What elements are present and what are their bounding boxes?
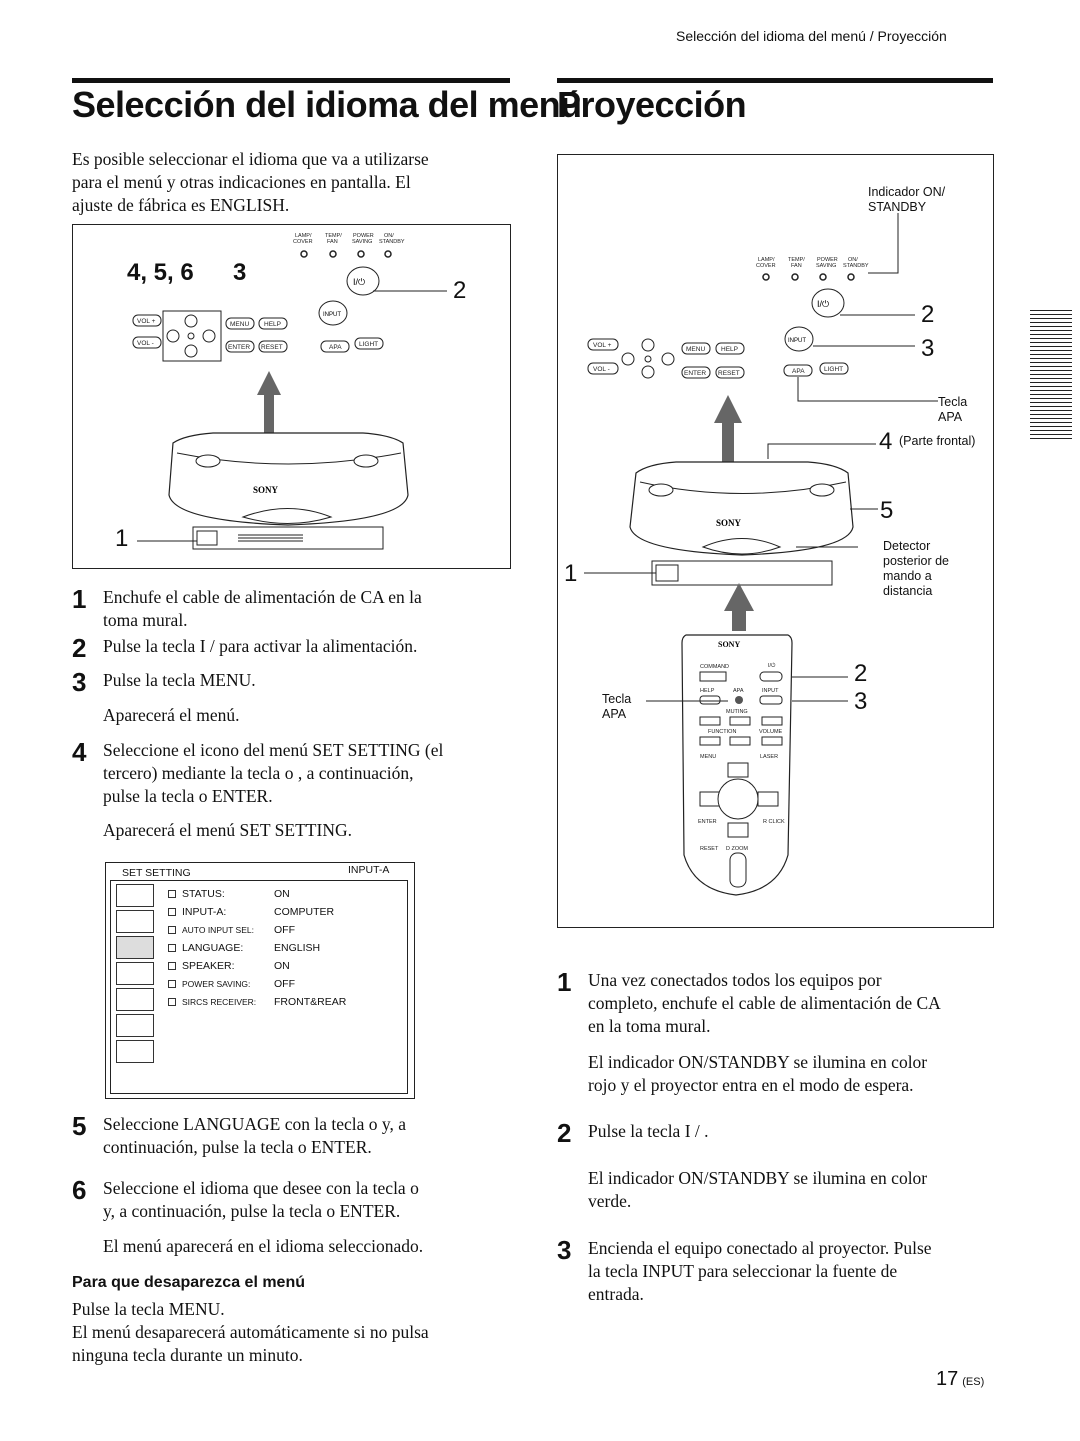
svg-text:HELP: HELP — [700, 688, 715, 694]
step-3: 3 Encienda el equipo conectado al proyector. Pulse la tecla INPUT para seleccionar la fuente de entrada. — [557, 1235, 932, 1304]
step-2: 2 Pulse la tecla I / para activar la alimentación. — [72, 633, 418, 663]
left-steps — [72, 586, 512, 849]
menu-item: STATUS: ON — [168, 888, 346, 906]
title-rule-right — [557, 78, 993, 83]
svg-text:VOL -: VOL - — [137, 340, 154, 347]
callout-4: 4 — [879, 428, 893, 455]
svg-text:APA: APA — [329, 344, 342, 351]
svg-text:VOL +: VOL + — [137, 318, 156, 325]
svg-text:ENTER: ENTER — [684, 370, 707, 377]
svg-text:ON/: ON/ — [384, 233, 394, 239]
indicator-label: LAMP/ — [295, 233, 312, 239]
menu-item: SPEAKER: ON — [168, 960, 346, 978]
step-3-result: Aparecerá el menú. — [103, 705, 240, 725]
svg-text:MUTING: MUTING — [726, 709, 748, 715]
blank-menu-cell — [116, 988, 154, 1011]
svg-text:LIGHT: LIGHT — [359, 341, 379, 348]
tecla-apa-label: Tecla APA — [938, 395, 968, 424]
svg-text:VOL +: VOL + — [593, 342, 612, 349]
svg-text:RESET: RESET — [700, 846, 719, 852]
parte-frontal-label: (Parte frontal) — [899, 434, 976, 448]
svg-text:SONY: SONY — [716, 518, 742, 528]
svg-text:STANDBY: STANDBY — [843, 263, 869, 269]
set-setting-menu-icon — [116, 936, 154, 959]
callout-5: 5 — [880, 497, 894, 524]
step-6-result: El menú aparecerá en el idioma seleccionado. — [103, 1236, 424, 1256]
svg-text:R CLICK: R CLICK — [763, 819, 785, 825]
callout-step-1: 1 — [115, 525, 129, 552]
svg-text:POWER: POWER — [817, 257, 838, 263]
svg-text:STANDBY: STANDBY — [379, 239, 405, 245]
callout-1: 1 — [564, 560, 578, 587]
svg-text:TEMP/: TEMP/ — [788, 257, 805, 263]
step-1: 1 Enchufe el cable de alimentación de CA en la toma mural. — [72, 584, 422, 630]
svg-text:SAVING: SAVING — [816, 263, 837, 269]
callout-step-3: 3 — [233, 259, 247, 286]
callout-step-2: 2 — [453, 277, 467, 304]
callout-2-remote: 2 — [854, 660, 868, 687]
svg-text:COMMAND: COMMAND — [700, 664, 730, 670]
callout-3-remote: 3 — [854, 688, 868, 715]
callout-steps-456: 4, 5, 6 — [127, 259, 194, 286]
svg-text:VOLUME: VOLUME — [759, 729, 783, 735]
svg-text:LIGHT: LIGHT — [824, 366, 844, 373]
blank-menu-cell — [116, 1014, 154, 1037]
svg-text:FUNCTION: FUNCTION — [708, 729, 737, 735]
left-intro: Es posible seleccionar el idioma que va a utilizarse para el menú y otras indicaciones en pantalla. El ajuste de fábrica es ENGLISH. — [72, 149, 429, 215]
svg-text:INPUT: INPUT — [762, 688, 779, 694]
svg-text:LASER: LASER — [760, 754, 779, 760]
svg-text:TEMP/: TEMP/ — [325, 233, 342, 239]
svg-text:COVER: COVER — [756, 263, 776, 269]
menu-item: POWER SAVING: OFF — [168, 978, 346, 996]
svg-text:INPUT: INPUT — [323, 312, 341, 318]
svg-text:SAVING: SAVING — [352, 239, 373, 245]
svg-text:ENTER: ENTER — [698, 819, 717, 825]
left-steps-continued — [72, 1113, 512, 1265]
tecla-apa-remote-label: Tecla APA — [602, 692, 632, 721]
right-steps — [557, 969, 997, 1307]
svg-text:ENTER: ENTER — [228, 344, 251, 351]
svg-text:SONY: SONY — [718, 640, 741, 649]
callout-3: 3 — [921, 335, 935, 362]
step-2: 2 Pulse la tecla I / . — [557, 1118, 709, 1148]
step-5: 5 Seleccione LANGUAGE con la tecla o y, a continuación, pulse la tecla o ENTER. — [72, 1111, 407, 1157]
input-menu-icon — [116, 910, 154, 933]
indicator-on-standby-label: Indicador ON/ STANDBY — [868, 185, 946, 214]
svg-text:HELP: HELP — [264, 321, 281, 328]
projection-figure — [557, 154, 994, 928]
svg-text:MENU: MENU — [230, 321, 250, 328]
detector-label: Detector posterior de mando a distancia — [883, 539, 950, 598]
step-4-result: Aparecerá el menú SET SETTING. — [103, 820, 352, 840]
svg-text:POWER: POWER — [353, 233, 374, 239]
svg-text:APA: APA — [792, 368, 805, 375]
menu-items — [168, 888, 346, 1014]
svg-text:VOL -: VOL - — [593, 366, 610, 373]
svg-text:FAN: FAN — [327, 239, 338, 245]
title-rule-left — [72, 78, 510, 83]
picture-menu-icon — [116, 884, 154, 907]
callout-2: 2 — [921, 301, 935, 328]
svg-text:I/⏻: I/⏻ — [817, 299, 830, 309]
menu-title: SET SETTING — [122, 867, 191, 879]
step-1-result: El indicador ON/STANDBY se ilumina en color rojo y el proyector entra en el modo de espera. — [588, 1052, 928, 1095]
svg-text:I/⏻: I/⏻ — [353, 277, 366, 287]
step-1: 1 Una vez conectados todos los equipos por completo, enchufe el cable de alimentación de CA en la toma mural. — [557, 967, 941, 1036]
menu-item: LANGUAGE: ENGLISH — [168, 942, 346, 960]
svg-text:MENU: MENU — [700, 754, 717, 760]
menu-input: INPUT-A — [348, 864, 390, 876]
step-6: 6 Seleccione el idioma que desee con la tecla o y, a continuación, pulse la tecla o ENTER. — [72, 1175, 419, 1221]
svg-text:I/⏻: I/⏻ — [768, 663, 776, 669]
svg-text:MENU: MENU — [686, 346, 706, 353]
svg-text:D ZOOM: D ZOOM — [726, 846, 748, 852]
svg-text:LAMP/: LAMP/ — [758, 257, 775, 263]
svg-text:COVER: COVER — [293, 239, 313, 245]
section-tab-marks — [1030, 310, 1072, 440]
subheading-body: Pulse la tecla MENU. El menú desaparecerá automáticamente si no pulsa ninguna tecla durante un minuto. — [72, 1299, 429, 1365]
menu-item: AUTO INPUT SEL: OFF — [168, 924, 346, 942]
subheading: Para que desaparezca el menú — [72, 1274, 305, 1291]
svg-text:HELP: HELP — [721, 346, 738, 353]
step-2-result: El indicador ON/STANDBY se ilumina en color verde. — [588, 1168, 928, 1211]
page-number: 17 (ES) — [936, 1368, 985, 1390]
control-panel-figure — [72, 224, 511, 569]
running-header: Selección del idioma del menú / Proyección — [676, 28, 947, 44]
svg-text:ON/: ON/ — [848, 257, 858, 263]
svg-text:RESET: RESET — [261, 344, 283, 351]
svg-text:SONY: SONY — [253, 485, 279, 495]
menu-item: SIRCS RECEIVER: FRONT&REAR — [168, 996, 346, 1014]
option-menu-icon — [116, 962, 154, 985]
svg-text:FAN: FAN — [791, 263, 802, 269]
svg-text:APA: APA — [733, 688, 744, 694]
svg-text:INPUT: INPUT — [788, 338, 806, 344]
step-4: 4 Seleccione el icono del menú SET SETTING (el tercero) mediante la tecla o , a continuación, pulse la tecla o ENTER. — [72, 737, 444, 806]
blank-menu-cell — [116, 1040, 154, 1063]
step-3: 3 Pulse la tecla MENU. — [72, 667, 256, 697]
right-title: Proyección — [557, 84, 747, 125]
svg-text:RESET: RESET — [718, 370, 740, 377]
menu-icon-column — [116, 884, 154, 1063]
left-title: Selección del idioma del menú — [72, 84, 582, 125]
menu-item: INPUT-A: COMPUTER — [168, 906, 346, 924]
